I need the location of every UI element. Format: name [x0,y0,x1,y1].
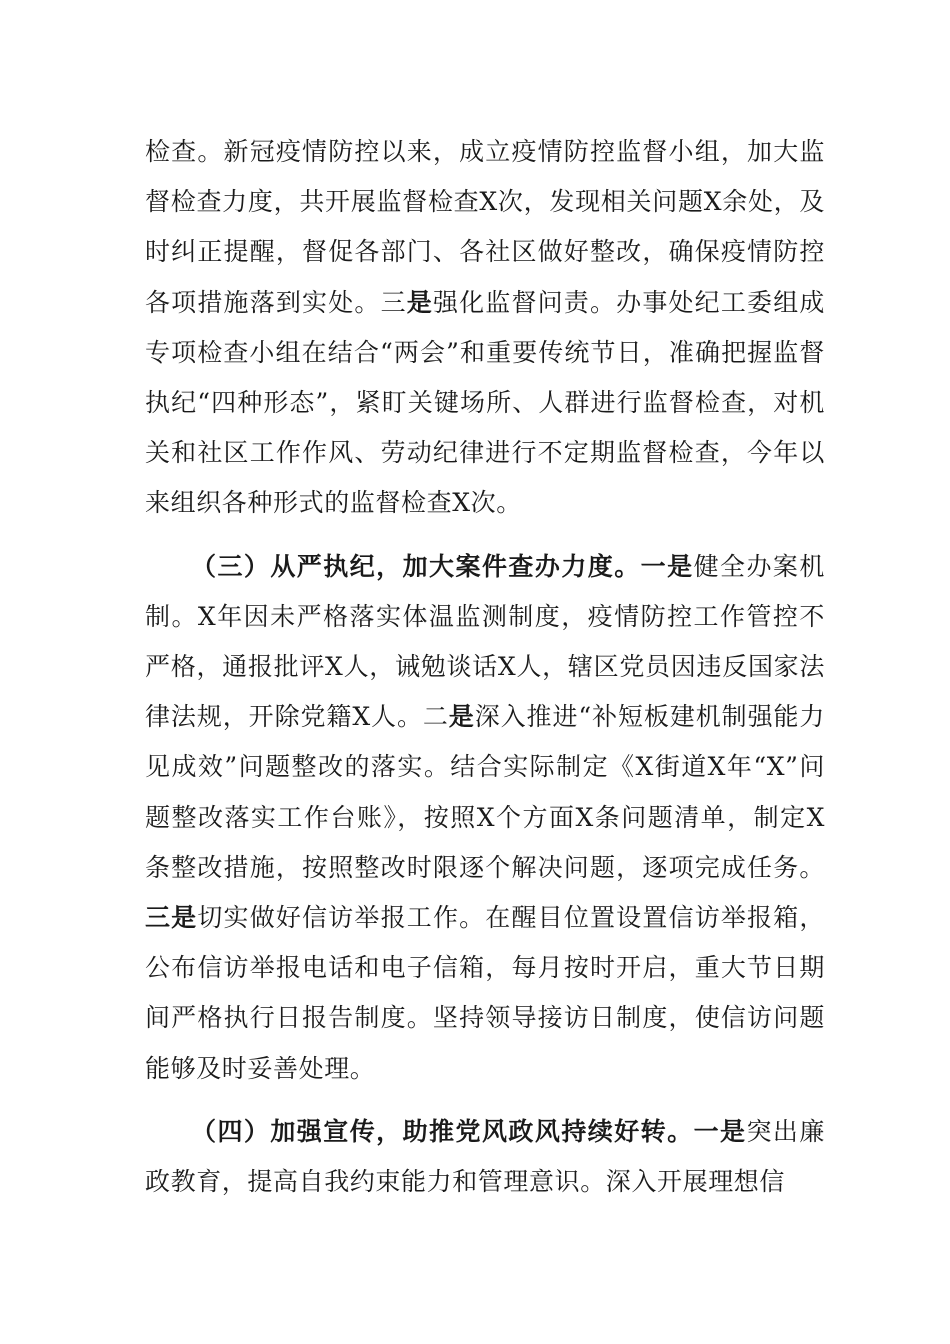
text-segment-bold: 是 [448,702,475,732]
text-segment: 强化监督问责。办事处纪工委组成专项检查小组在结合“两会”和重要传统节日，准确把握监督执纪“四种形态”，紧盯关键场所、人群进行监督检查，对机关和社区工作作风、劳动纪律进行不定期监督检查，今年以来组织各种形式的监督检查X次。 [145,287,825,518]
text-segment-bold: 是 [406,287,433,317]
text-segment-bold: 三是 [145,903,198,933]
paragraph-strict-discipline [145,542,825,1094]
paragraph-publicity [145,1107,825,1207]
text-segment: 切实做好信访举报工作。在醒目位置设置信访举报箱，公布信访举报电话和电子信箱，每月按时开启，重大节日期间严格执行日报告制度。坚持领导接访日制度，使信访问题能够及时妥善处理。 [145,903,826,1083]
paragraph-supervision-inspection [145,127,825,529]
text-segment: 健全办案机制。X年因未严格落实体温监测制度，疫情防控工作管控不严格，通报批评X人，诫勉谈话X人，辖区党员因违反国家法律法规，开除党籍X人。二 [145,551,825,732]
section-heading-3: （三）从严执纪，加大案件查办力度。一是 [191,551,694,581]
document-body [145,127,825,1207]
text-segment: 检查。新冠疫情防控以来，成立疫情防控监督小组，加大监督检查力度，共开展监督检查X次，发现相关问题X余处，及时纠正提醒，督促各部门、各社区做好整改，确保疫情防控各项措施落到实处。三 [145,137,825,317]
text-segment: 深入推进“补短板建机制强能力见成效”问题整改的落实。结合实际制定《X街道X年“X”问题整改落实工作台账》，按照X个方面X条问题清单，制定X条整改措施，按照整改时限逐个解决问题，逐项完成任务。 [145,702,826,882]
section-heading-4: （四）加强宣传，助推党风政风持续好转。一是 [191,1116,747,1146]
text-segment: 突出廉政教育，提高自我约束能力和管理意识。深入开展理想信 [145,1116,825,1197]
